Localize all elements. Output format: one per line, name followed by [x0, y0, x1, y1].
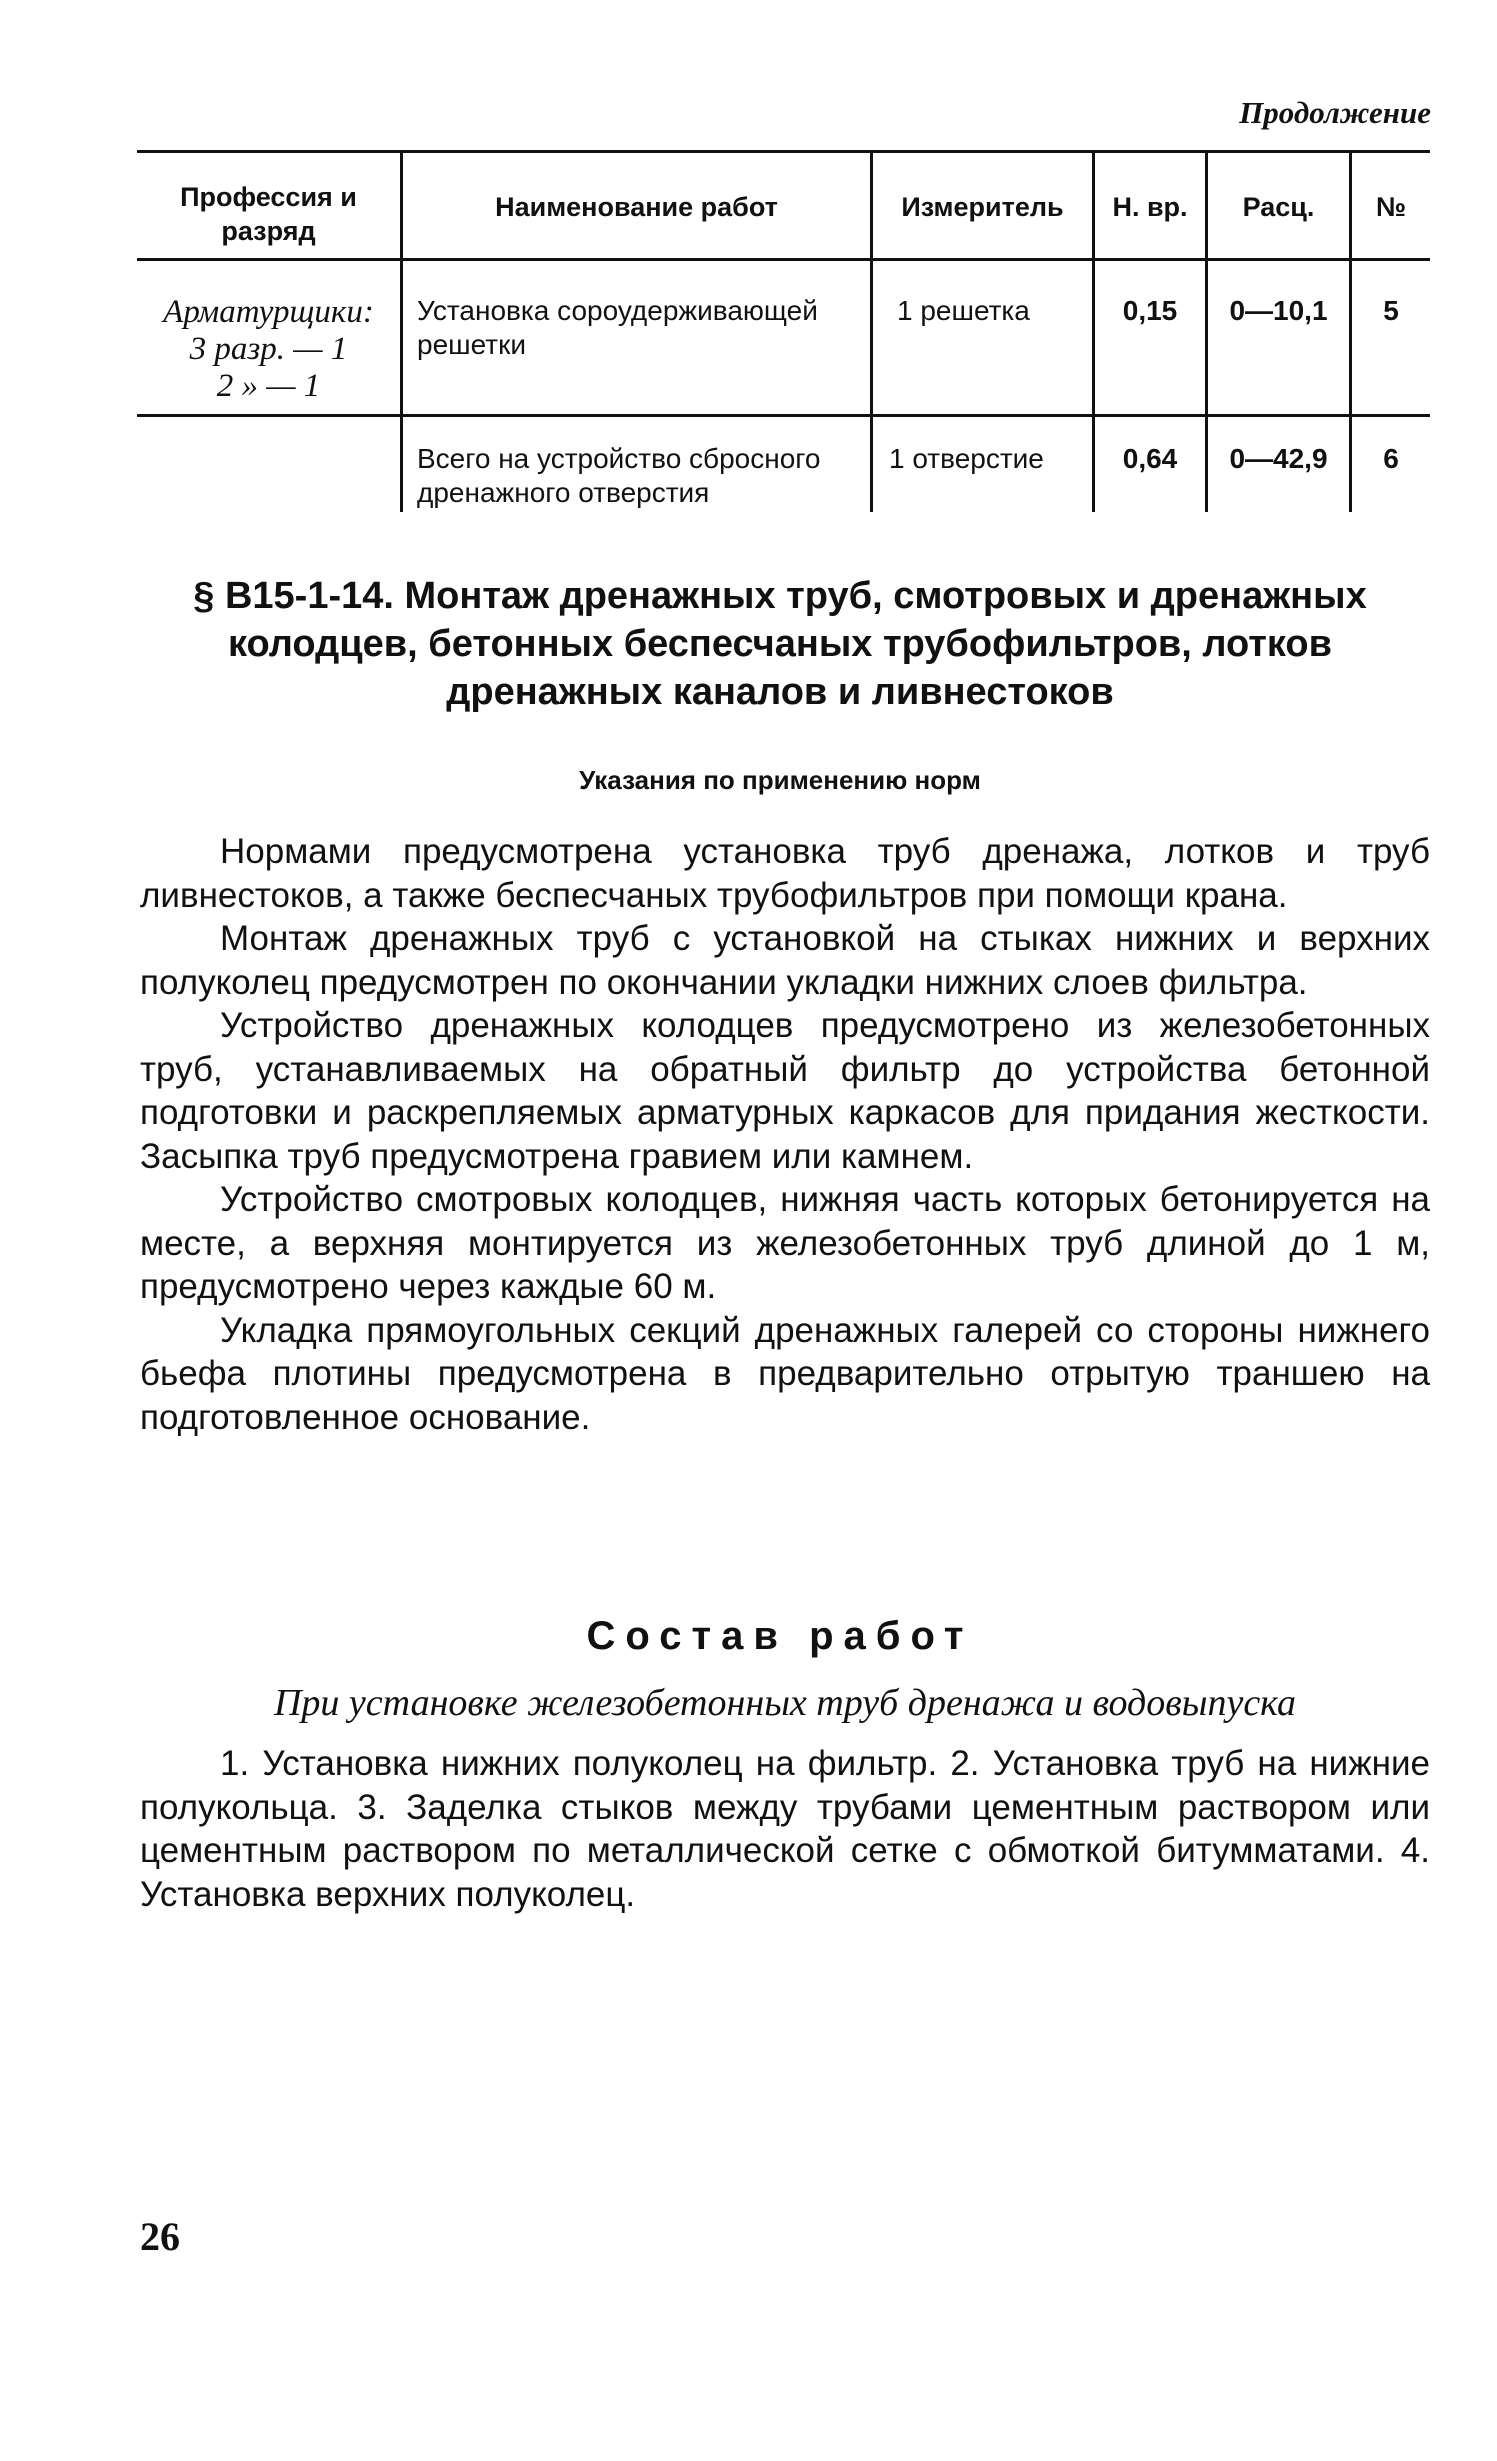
profession-line: 2 » — 1: [216, 368, 321, 404]
row1-work: Установка сороудерживающей решетки: [417, 295, 818, 360]
paragraph: Нормами предусмотрена установка труб дренажа, лотков и труб ливнестоков, а также беспесчаных трубофильтров при помощи крана.: [140, 832, 1430, 915]
row1-unit: 1 решетка: [897, 295, 1030, 326]
row2-rate: 0—42,9: [1229, 443, 1328, 474]
row2-number: 6: [1383, 443, 1399, 474]
header-work: Наименование работ: [495, 192, 778, 222]
profession-line: 3 разр. — 1: [189, 331, 348, 367]
paragraph: Укладка прямоугольных секций дренажных галерей со стороны нижнего бьефа плотины предусмотрена в предварительно отрытую траншею на подготовленное основание.: [140, 1310, 1430, 1437]
table-row-rule: [137, 414, 1430, 417]
paragraph: 1. Установка нижних полуколец на фильтр. 2. Установка труб на нижние полукольца. 3. Заделка стыков между трубами цементным раствором или цементным раствором по металлической сетке с обмоткой битумматами. 4. Установка верхних полуколец.: [140, 1744, 1430, 1914]
row2-unit: 1 отверстие: [889, 443, 1044, 474]
work-composition-body: [140, 1742, 1430, 1916]
header-profession: Профессия и разряд: [180, 182, 357, 246]
row1-profession: [137, 294, 400, 405]
table-header-rule: [137, 258, 1430, 261]
paragraph: Устройство смотровых колодцев, нижняя часть которых бетонируется на месте, а верхняя монтируется из железобетонных труб длиной до 1 м, предусмотрено через каждые 60 м.: [140, 1180, 1430, 1306]
row1-rate: 0—10,1: [1229, 295, 1328, 326]
paragraph: Устройство дренажных колодцев предусмотрено из железобетонных труб, устанавливаемых на обратный фильтр до устройства бетонной подготовки и раскрепляемых арматурных каркасов для придания жесткости. Засыпка труб предусмотрена гравием или камнем.: [140, 1006, 1430, 1176]
header-number: №: [1375, 192, 1407, 222]
profession-line: Арматурщики:: [163, 294, 374, 330]
guidelines-heading: Указания по применению норм: [579, 765, 981, 795]
header-unit: Измеритель: [901, 192, 1064, 222]
header-norm: Н. вр.: [1112, 192, 1188, 222]
row2-work: Всего на устройство сбросного дренажного отверстия: [417, 443, 821, 508]
table-top-rule: [137, 150, 1430, 153]
row2-norm: 0,64: [1122, 443, 1178, 474]
paragraph: Монтаж дренажных труб с установкой на стыках нижних и верхних полуколец предусмотрен по окончании укладки нижних слоев фильтра.: [140, 919, 1430, 1002]
row1-norm: 0,15: [1122, 295, 1178, 326]
work-subheading: При установке железобетонных труб дренажа и водовыпуска: [273, 1682, 1297, 1724]
page-number: 26: [140, 2214, 180, 2259]
header-rate: Расц.: [1242, 192, 1315, 222]
guidelines-body: [140, 830, 1430, 1439]
work-composition-heading: Состав работ: [586, 1614, 974, 1658]
row1-number: 5: [1383, 295, 1399, 326]
section-title: § В15-1-14. Монтаж дренажных труб, смотровых и дренажных колодцев, бетонных беспесчаных трубофильтров, лотков дренажных каналов и ливнестоков: [193, 575, 1367, 713]
continuation-label: Продолжение: [1239, 95, 1431, 130]
norms-table: [137, 150, 1430, 512]
